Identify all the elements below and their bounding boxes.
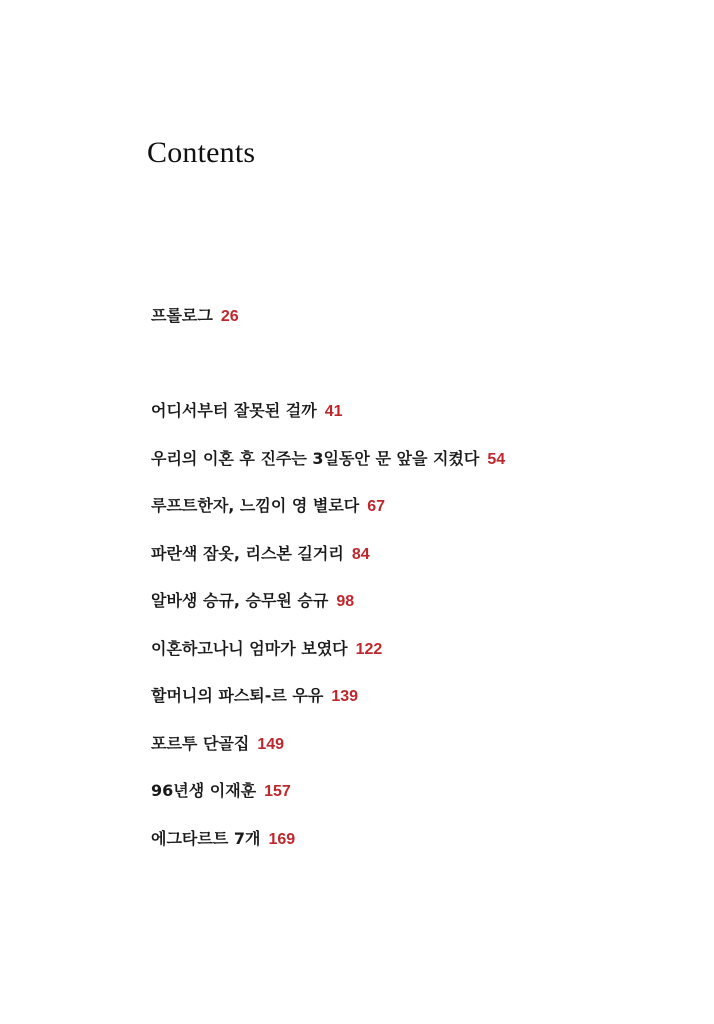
toc-entry[interactable] bbox=[151, 637, 382, 661]
toc-entry-title: 에그타르트 7개 bbox=[151, 829, 261, 848]
toc-entry-title: 할머니의 파스퇴-르 우유 bbox=[151, 686, 324, 705]
page-title: Contents bbox=[147, 136, 256, 169]
toc-entry-title: 프롤로그 bbox=[151, 306, 213, 325]
toc-page-number: 139 bbox=[331, 688, 359, 705]
toc-page-number: 98 bbox=[336, 593, 355, 610]
toc-entry-title: 루프트한자, 느낌이 영 별로다 bbox=[151, 496, 360, 515]
toc-page-number: 149 bbox=[257, 736, 285, 753]
toc-page-number: 41 bbox=[324, 403, 343, 420]
toc-entry[interactable] bbox=[151, 399, 343, 423]
toc-entry[interactable] bbox=[151, 447, 505, 471]
toc-page-number: 54 bbox=[487, 451, 506, 468]
toc-entry[interactable] bbox=[151, 494, 385, 518]
toc-entry[interactable] bbox=[151, 827, 295, 851]
toc-entry-title: 어디서부터 잘못된 걸까 bbox=[151, 401, 317, 420]
toc-entry[interactable] bbox=[151, 542, 370, 566]
toc-entry[interactable] bbox=[151, 589, 354, 613]
toc-page-number: 84 bbox=[351, 546, 370, 563]
toc-entry-title: 96년생 이재훈 bbox=[151, 781, 257, 800]
toc-entry-title: 알바생 승규, 승무원 승규 bbox=[151, 591, 329, 610]
toc-page-number: 157 bbox=[264, 783, 291, 800]
toc-entry-title: 우리의 이혼 후 진주는 3일동안 문 앞을 지켰다 bbox=[151, 449, 480, 468]
toc-page-number: 67 bbox=[367, 498, 386, 515]
toc-entry[interactable] bbox=[151, 684, 358, 708]
toc-entry[interactable] bbox=[151, 732, 284, 756]
toc-page-number: 169 bbox=[268, 831, 296, 848]
toc-entry[interactable] bbox=[151, 779, 291, 803]
toc-page-number: 122 bbox=[355, 641, 383, 658]
toc-page-number: 26 bbox=[220, 308, 239, 325]
toc-entry-prologue[interactable] bbox=[151, 304, 239, 328]
toc-entry-title: 포르투 단골집 bbox=[151, 734, 250, 753]
toc-entry-title: 이혼하고나니 엄마가 보였다 bbox=[151, 639, 348, 658]
toc-entry-title: 파란색 잠옷, 리스본 길거리 bbox=[151, 544, 344, 563]
